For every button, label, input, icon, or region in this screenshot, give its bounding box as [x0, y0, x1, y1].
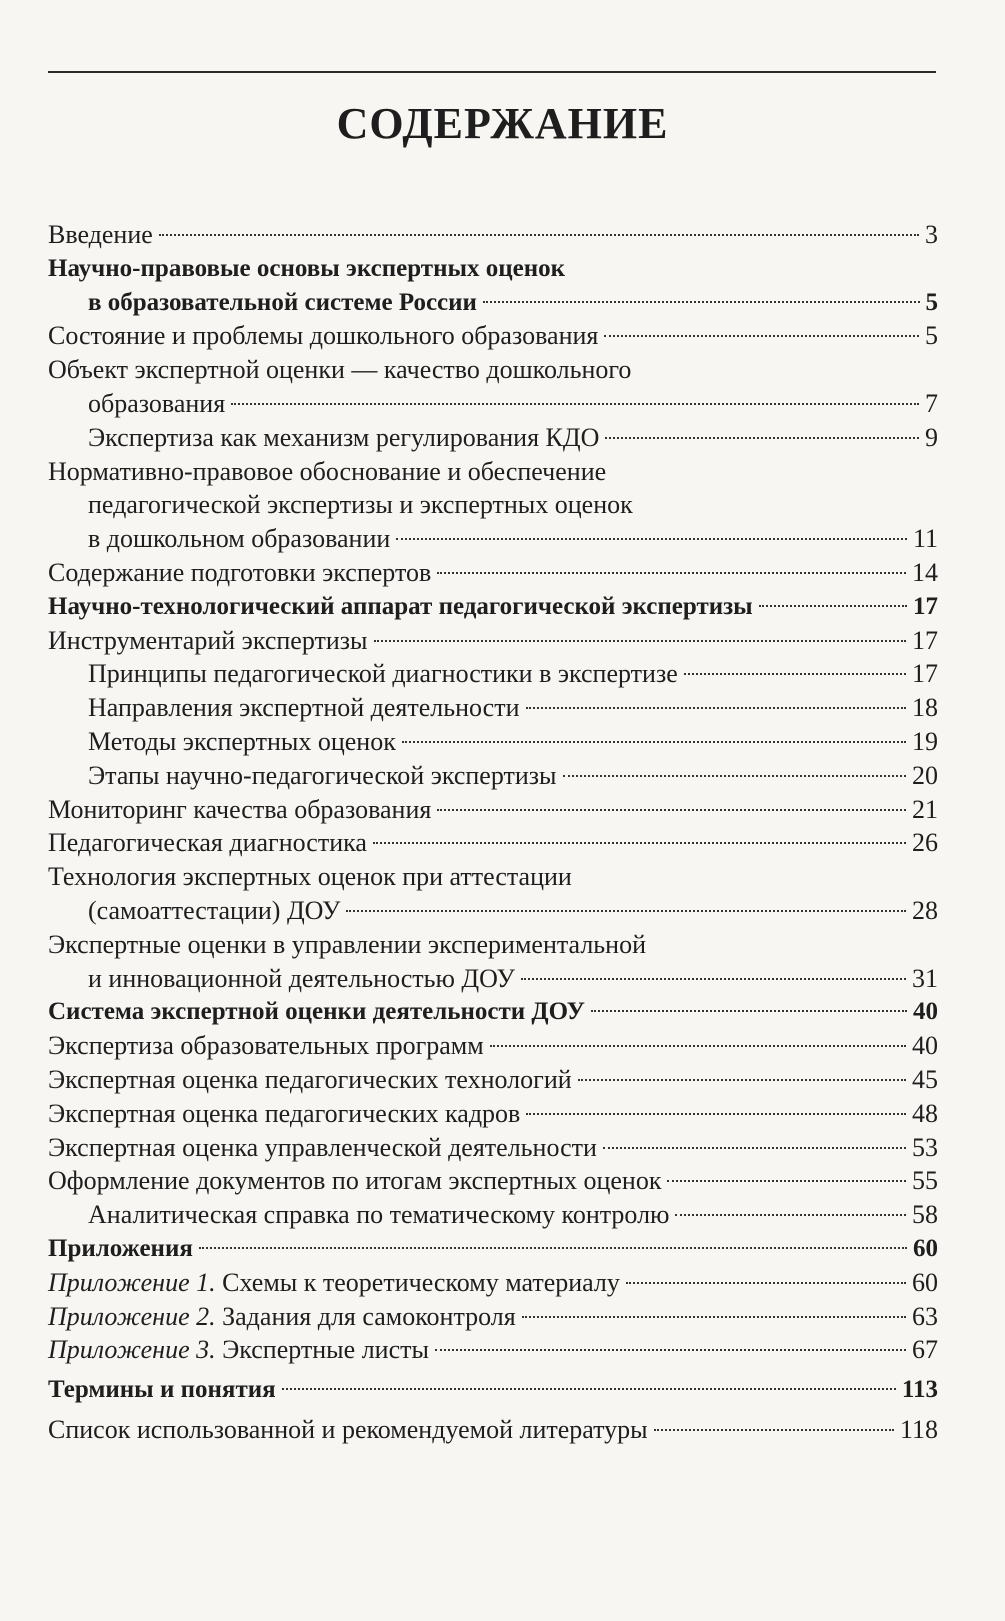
- toc-entry: [48, 928, 938, 996]
- page-number: 40: [913, 998, 938, 1026]
- toc-entry-line: [48, 590, 938, 624]
- dot-leader: [603, 1147, 906, 1149]
- page-number: 9: [925, 422, 938, 452]
- dot-leader: [626, 1282, 906, 1284]
- toc-entry-line: [48, 1131, 938, 1165]
- toc-entry-title: Принципы педагогической диагностики в экспертизе: [88, 659, 678, 689]
- toc-entry-line: [48, 1300, 938, 1334]
- dot-leader: [654, 1429, 894, 1431]
- toc-entry: [48, 1063, 938, 1097]
- toc-entry-line: [48, 826, 938, 860]
- page-number: 11: [912, 524, 938, 554]
- dot-leader: [578, 1079, 906, 1081]
- toc-entry-title: Приложения: [48, 1234, 193, 1262]
- toc-entry: [48, 1373, 938, 1407]
- toc-entry-line: [48, 725, 938, 759]
- toc-entry-line: [48, 1266, 938, 1300]
- toc-entry-line: [48, 319, 938, 353]
- toc-entry: [48, 319, 938, 353]
- toc-entry-line: [48, 1097, 938, 1131]
- toc-entry-line: [48, 218, 938, 252]
- toc-entry-line: [48, 1063, 938, 1097]
- dot-leader: [437, 572, 906, 574]
- toc-entry-title: Научно-правовые основы экспертных оценок: [48, 254, 566, 282]
- page-number: 7: [925, 388, 938, 418]
- toc-entry-title: Состояние и проблемы дошкольного образования: [48, 321, 599, 351]
- page-number: 118: [899, 1414, 938, 1444]
- dot-leader: [199, 1247, 907, 1249]
- toc-entry-line: [48, 1413, 938, 1447]
- toc-entry-line: [48, 1029, 938, 1063]
- toc-entry-line: [48, 793, 938, 827]
- page-number: 55: [912, 1166, 938, 1196]
- dot-leader: [526, 707, 907, 709]
- toc-entry-title: Объект экспертной оценки — качество дошкольного: [48, 355, 632, 385]
- toc-entry-line: [48, 455, 938, 489]
- dot-leader: [675, 1214, 906, 1216]
- appendix-prefix: Приложение 2.: [48, 1301, 216, 1331]
- toc-entry: [48, 455, 938, 556]
- toc-entry-title: Экспертная оценка педагогических технологий: [48, 1064, 572, 1094]
- dot-leader: [490, 1045, 906, 1047]
- toc-entry-line: [48, 1373, 938, 1407]
- dot-leader: [526, 1113, 906, 1115]
- toc-entry: [48, 1029, 938, 1063]
- toc-entry: [48, 624, 938, 658]
- toc-entry-title: образования: [88, 388, 226, 418]
- toc-entry-line: [48, 252, 938, 286]
- page-number: 20: [912, 760, 938, 790]
- dot-leader: [591, 1010, 907, 1012]
- toc-entry-line: [48, 1232, 938, 1266]
- toc-entry-line: [48, 624, 938, 658]
- toc-entry-title: в образовательной системе России: [88, 288, 477, 316]
- dot-leader: [759, 605, 907, 607]
- toc-entry: [48, 995, 938, 1029]
- page-number: 14: [912, 557, 938, 587]
- dot-leader: [346, 910, 906, 912]
- dot-leader: [684, 673, 906, 675]
- toc-entry-line: [48, 421, 938, 455]
- toc-entry: [48, 421, 938, 455]
- dot-leader: [605, 437, 919, 439]
- toc-entry-line: [48, 1164, 938, 1198]
- page-number: 113: [901, 1376, 938, 1404]
- toc-entry-title: Экспертиза образовательных программ: [48, 1031, 484, 1061]
- toc-entry: [48, 826, 938, 860]
- dot-leader: [483, 301, 920, 303]
- toc-entry-line: [48, 1198, 938, 1232]
- page-number: 17: [912, 625, 938, 655]
- toc-entry-line: [48, 759, 938, 793]
- toc-entry: [48, 353, 938, 421]
- toc-entry-title: в дошкольном образовании: [88, 524, 391, 554]
- toc-entry: [48, 1131, 938, 1165]
- toc-entry: [48, 860, 938, 928]
- toc-entry: [48, 1198, 938, 1232]
- page-number: 58: [912, 1200, 938, 1230]
- page-number: 67: [912, 1335, 938, 1365]
- toc-entry-title: Научно-технологический аппарат педагогической экспертизы: [48, 592, 753, 620]
- toc-entry-title: Экспертная оценка педагогических кадров: [48, 1098, 521, 1128]
- toc-entry: [48, 1266, 938, 1300]
- page-number: 63: [912, 1301, 938, 1331]
- dot-leader: [396, 538, 907, 540]
- appendix-prefix: Приложение 3.: [48, 1335, 216, 1365]
- toc-entry: [48, 691, 938, 725]
- toc-entry-line: [48, 522, 938, 556]
- page-number: 40: [912, 1031, 938, 1061]
- header-rule: [48, 71, 936, 73]
- toc-entry: [48, 1232, 938, 1266]
- page-number: 5: [925, 288, 938, 316]
- toc-entry-title: Схемы к теоретическому материалу: [222, 1267, 620, 1297]
- toc-entry-line: [48, 387, 938, 421]
- dot-leader: [563, 775, 906, 777]
- toc-entry-line: [48, 286, 938, 320]
- toc-entry-line: [48, 962, 938, 996]
- table-of-contents: [48, 218, 938, 1447]
- toc-entry-line: [48, 894, 938, 928]
- dot-leader: [282, 1388, 896, 1390]
- toc-entry-title: Содержание подготовки экспертов: [48, 557, 432, 587]
- toc-entry-line: [48, 1333, 938, 1367]
- dot-leader: [604, 335, 919, 337]
- toc-entry-title: Мониторинг качества образования: [48, 794, 432, 824]
- toc-entry-title: Направления экспертной деятельности: [88, 693, 520, 723]
- page-number: 17: [912, 659, 938, 689]
- toc-entry: [48, 1097, 938, 1131]
- toc-entry-title: Экспертиза как механизм регулирования КДО: [88, 422, 600, 452]
- toc-entry: [48, 1164, 938, 1198]
- page-number: 28: [912, 895, 938, 925]
- page-number: 18: [912, 693, 938, 723]
- toc-entry: [48, 556, 938, 590]
- page-number: 60: [913, 1234, 938, 1262]
- page-number: 48: [912, 1098, 938, 1128]
- toc-entry-title: Экспертная оценка управленческой деятельности: [48, 1132, 597, 1162]
- page-number: 60: [912, 1267, 938, 1297]
- appendix-prefix: Приложение 1.: [48, 1267, 216, 1297]
- dot-leader: [374, 640, 907, 642]
- toc-entry-title: Технология экспертных оценок при аттестации: [48, 862, 572, 892]
- toc-entry: [48, 1333, 938, 1367]
- toc-entry-title: Инструментарий экспертизы: [48, 625, 368, 655]
- toc-entry-title: Этапы научно-педагогической экспертизы: [88, 760, 557, 790]
- page-number: 53: [912, 1132, 938, 1162]
- toc-entry-title: Экспертные оценки в управлении экспериментальной: [48, 929, 646, 959]
- page-number: 3: [925, 220, 938, 249]
- toc-entry-line: [48, 488, 938, 522]
- toc-entry-title: и инновационной деятельностью ДОУ: [88, 963, 515, 993]
- toc-entry-line: [48, 353, 938, 387]
- toc-entry-title: Задания для самоконтроля: [222, 1301, 516, 1331]
- dot-leader: [159, 234, 919, 236]
- dot-leader: [521, 978, 906, 980]
- dot-leader: [435, 1349, 906, 1351]
- page-number: 17: [913, 592, 938, 620]
- dot-leader: [402, 741, 906, 743]
- toc-entry-title: Оформление документов по итогам экспертных оценок: [48, 1166, 662, 1196]
- toc-entry: [48, 657, 938, 691]
- toc-entry: [48, 759, 938, 793]
- toc-entry: [48, 1413, 938, 1447]
- toc-entry: [48, 252, 938, 320]
- toc-entry-title: Экспертные листы: [222, 1335, 429, 1365]
- toc-entry-title: Введение: [48, 220, 153, 249]
- toc-entry: [48, 725, 938, 759]
- page-number: 45: [912, 1064, 938, 1094]
- toc-entry-line: [48, 691, 938, 725]
- toc-entry-title: Педагогическая диагностика: [48, 828, 367, 858]
- toc-entry-title: Термины и понятия: [48, 1376, 276, 1404]
- page-number: 31: [912, 963, 938, 993]
- page-number: 21: [912, 794, 938, 824]
- toc-entry: [48, 218, 938, 252]
- toc-entry: [48, 793, 938, 827]
- toc-entry-title: Методы экспертных оценок: [88, 726, 396, 756]
- dot-leader: [522, 1316, 906, 1318]
- toc-entry-line: [48, 657, 938, 691]
- toc-entry-line: [48, 860, 938, 894]
- toc-entry: [48, 590, 938, 624]
- dot-leader: [667, 1180, 906, 1182]
- toc-entry-title: Список использованной и рекомендуемой литературы: [48, 1414, 648, 1444]
- dot-leader: [373, 842, 906, 844]
- toc-entry-title: (самоаттестации) ДОУ: [88, 895, 341, 925]
- toc-entry-line: [48, 928, 938, 962]
- toc-entry-title: Система экспертной оценки деятельности ДОУ: [48, 998, 586, 1026]
- page-number: 26: [912, 828, 938, 858]
- dot-leader: [437, 809, 906, 811]
- toc-entry-title: Нормативно-правовое обоснование и обеспечение: [48, 456, 607, 486]
- page-title: СОДЕРЖАНИЕ: [336, 99, 669, 148]
- toc-entry-line: [48, 556, 938, 590]
- toc-entry-title: Аналитическая справка по тематическому контролю: [88, 1200, 670, 1230]
- toc-entry-title: педагогической экспертизы и экспертных оценок: [88, 490, 633, 520]
- page-number: 19: [912, 726, 938, 756]
- page-number: 5: [925, 321, 938, 351]
- toc-entry: [48, 1300, 938, 1334]
- dot-leader: [231, 403, 919, 405]
- toc-entry-line: [48, 995, 938, 1029]
